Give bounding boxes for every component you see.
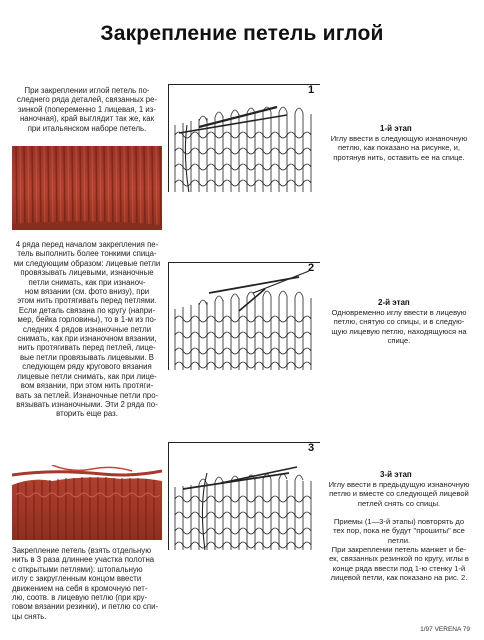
diagram-step-2 <box>168 262 320 370</box>
ribbing-edge-photo <box>12 146 162 230</box>
page-title: Закрепление петель иглой <box>100 22 384 45</box>
step-2-text: Одновременно иглу ввести в лицевую петлю, снятую со спицы, и в следую- щую лицевую петлю, находящуюся на спице. <box>331 308 467 345</box>
step-3-text: Иглу ввести в предыдущую изнаночную петлю и вместе со следующей лицевой петлей снять со спицы. Приемы (1—3-й этапы) повторять до тех пор, пока не будут "прошиты" все петли. При закреплении петель манжет и бе- ек, связанных резинкой по кругу, иглы в конце ряда ввести под 1-ю стенку 1-й лицевой петли, как показано на рис. 2. <box>328 480 470 582</box>
middle-paragraph: 4 ряда перед началом закрепления пе- тель выполнить более тонкими спица- ми следующим образом: лицевые петли провязывать лицевыми, изнаночные петли снимать, как при изнаноч- ном вязании (см. фото внизу), при этом нить протягивать перед петлями. Если деталь связана по кругу (напри- мер, бейка горловины), то в 1-м из по- следних 4 рядов изнаночные петли снимать, как при изнаночном вязании, нить протягивать перед петлей, лице- вые петли провязывать лицевыми. В следующем ряду кругового вязания лицевые петли снимать, как при лице- вом вязании, при этом нить протяги- вать за петлей. Изнаночные петли про- вязывать изнаночными. Эти 2 ряда по- вторить еще раз. <box>13 240 161 419</box>
knitting-diagram-3 <box>169 443 320 550</box>
slipped-stitches-photo <box>12 465 162 540</box>
diagram-step-1 <box>168 84 320 192</box>
knitting-diagram-2 <box>169 263 320 370</box>
knit-ribbing-photo <box>12 146 162 230</box>
step-3-title: 3-й этап <box>380 470 412 479</box>
diagram-step-3 <box>168 442 320 550</box>
step-3-number: 3 <box>308 442 315 454</box>
knitting-diagram-1 <box>169 85 320 192</box>
step-2-title: 2-й этап <box>378 298 410 307</box>
step-1-number: 1 <box>308 84 315 96</box>
caption-paragraph: Закрепление петель (взять отдельную нить в 3 раза длиннее участка полотна с открытыми петлями): штопальную иглу с закругленным концом ввести движением на себя в кромочную пет- лю, соотв. в лицевую петлю (при кру- говом вязании резинки), и петлю со спи- цы снять. <box>12 546 159 621</box>
step-1-text: Иглу ввести в следующую изнаночную петлю, как показано на рисунке, и, протянув нить, оставить ее на спице. <box>330 134 468 162</box>
page-footer: 1/97 VERENA 79 <box>420 626 470 633</box>
knit-needle-photo <box>12 465 162 540</box>
step-2-number: 2 <box>308 262 315 274</box>
intro-paragraph: При закреплении иглой петель по- следнего ряда деталей, связанных ре- зинкой (попеременно 1 лицевая, 1 из- наночная), край выглядит так же, как при итальянском наборе петель. <box>16 86 158 133</box>
step-1-title: 1-й этап <box>380 124 412 133</box>
